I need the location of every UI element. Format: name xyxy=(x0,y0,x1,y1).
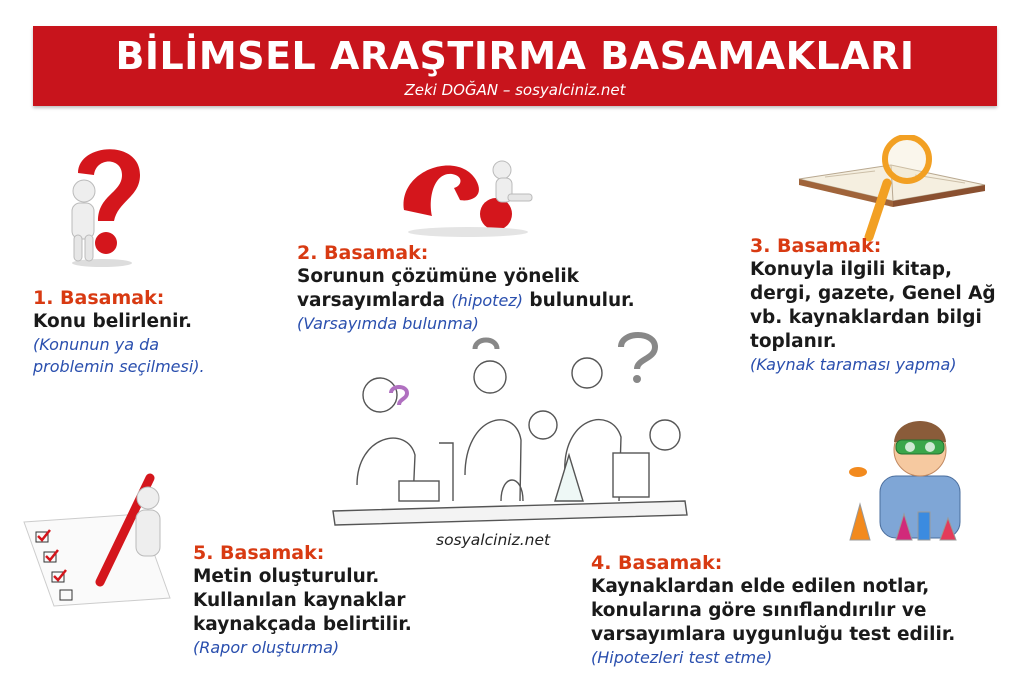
checklist-pencil-icon xyxy=(20,470,185,610)
laboratory-scientists-icon xyxy=(325,325,695,530)
step-note-inline: (hipotez) xyxy=(451,291,523,310)
step-1 xyxy=(33,286,243,378)
question-mark-thinker-icon xyxy=(40,135,160,270)
scientist-experiment-icon xyxy=(840,400,998,550)
step-note: (Varsayımda bulunma) xyxy=(297,314,479,333)
step-heading: 3. Basamak: xyxy=(750,235,882,257)
step-text: Konu belirlenir. xyxy=(33,311,193,332)
title-banner xyxy=(33,26,997,106)
step-note: (Hipotezleri test etme) xyxy=(591,648,773,667)
step-heading: 4. Basamak: xyxy=(591,552,723,574)
step-note: (Konunun ya da problemin seçilmesi). xyxy=(33,335,205,376)
step-text: Konuyla ilgili kitap, dergi, gazete, Genel Ağ vb. kaynaklardan bilgi toplanır. xyxy=(750,259,996,352)
fallen-question-mark-icon xyxy=(398,140,543,240)
step-4 xyxy=(591,551,1016,669)
step-heading: 5. Basamak: xyxy=(193,542,325,564)
step-text: Metin oluşturulur. Kullanılan kaynaklar kaynakçada belirtilir. xyxy=(193,566,412,635)
step-heading: 1. Basamak: xyxy=(33,287,165,309)
step-heading: 2. Basamak: xyxy=(297,242,429,264)
page-title: BİLİMSEL ARAŞTIRMA BASAMAKLARI xyxy=(115,34,915,78)
step-note: (Kaynak taraması yapma) xyxy=(750,355,957,374)
step-3 xyxy=(750,234,1018,376)
center-credit: sosyalciniz.net xyxy=(436,531,551,549)
page-subtitle: Zeki DOĞAN – sosyalciniz.net xyxy=(404,81,626,99)
book-magnifier-icon xyxy=(795,135,995,245)
step-2 xyxy=(297,241,637,335)
step-text-before: Sorunun çözümüne yönelik varsayımlarda xyxy=(297,266,579,311)
step-text xyxy=(297,265,637,313)
step-text: Kaynaklardan elde edilen notlar, konularına göre sınıflandırılır ve varsayımlara uygunluğu test edilir. xyxy=(591,576,956,645)
step-text-after: bulunulur. xyxy=(529,290,635,311)
step-note: (Rapor oluşturma) xyxy=(193,638,340,657)
step-5 xyxy=(193,541,415,659)
